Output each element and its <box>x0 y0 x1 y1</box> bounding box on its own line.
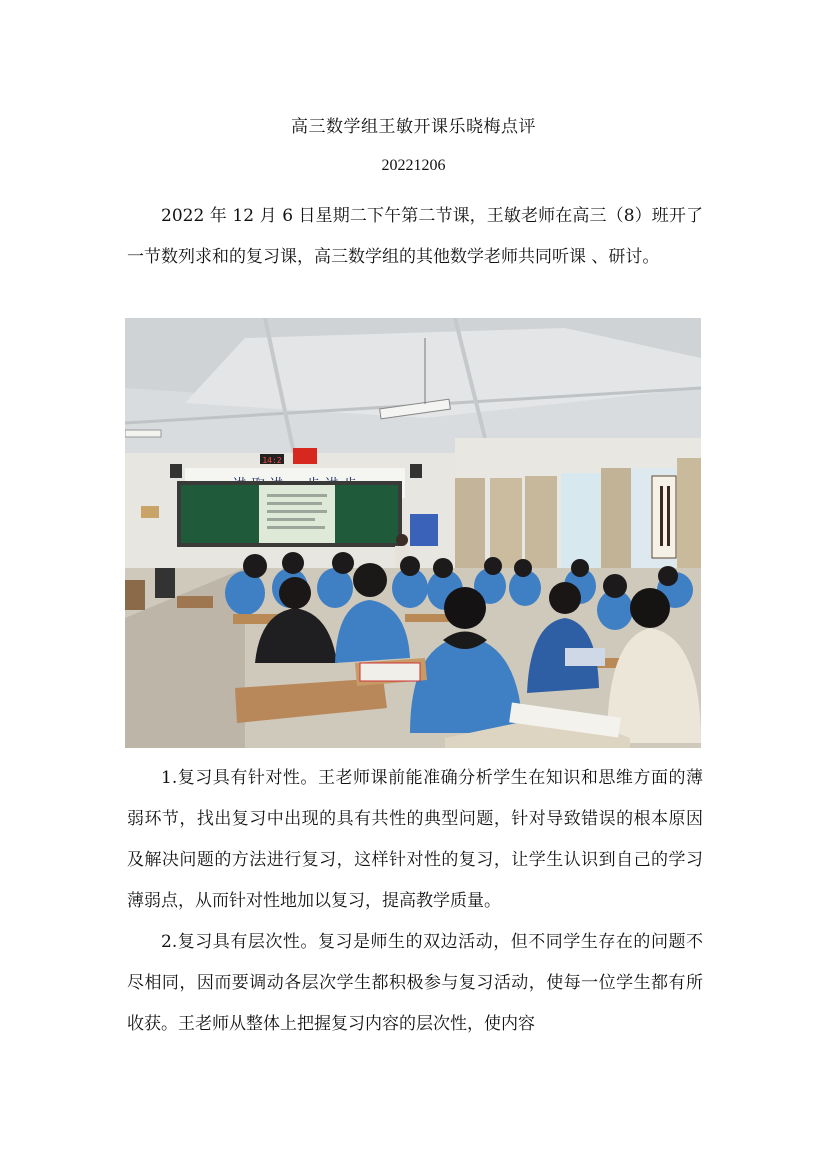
classroom-photo <box>125 318 701 748</box>
point-two-paragraph: 2.复习具有层次性。复习是师生的双边活动，但不同学生存在的问题不尽相同，因而要调动各层次学生都积极参与复习活动，使每一位学生都有所收获。王老师从整体上把握复习内容的层次性，使内容 <box>127 932 703 1034</box>
point-one-paragraph: 1.复习具有针对性。王老师课前能准确分析学生在知识和思维方面的薄弱环节，找出复习中出现的具有共性的典型问题，针对导致错误的根本原因及解决问题的方法进行复习，这样针对性的复习，让学生认识到自己的学习薄弱点，从而针对性地加以复习，提高教学质量。 <box>127 768 703 911</box>
document-title: 高三数学组王敏开课乐晓梅点评 <box>291 117 536 137</box>
intro-paragraph: 2022 年 12 月 6 日星期二下午第二节课，王敏老师在高三（8）班开了一节数列求和的复习课，高三数学组的其他数学老师共同听课 、研讨。 <box>127 206 703 267</box>
document-date: 20221206 <box>381 157 446 174</box>
clock-display: 14:2 <box>262 456 282 465</box>
